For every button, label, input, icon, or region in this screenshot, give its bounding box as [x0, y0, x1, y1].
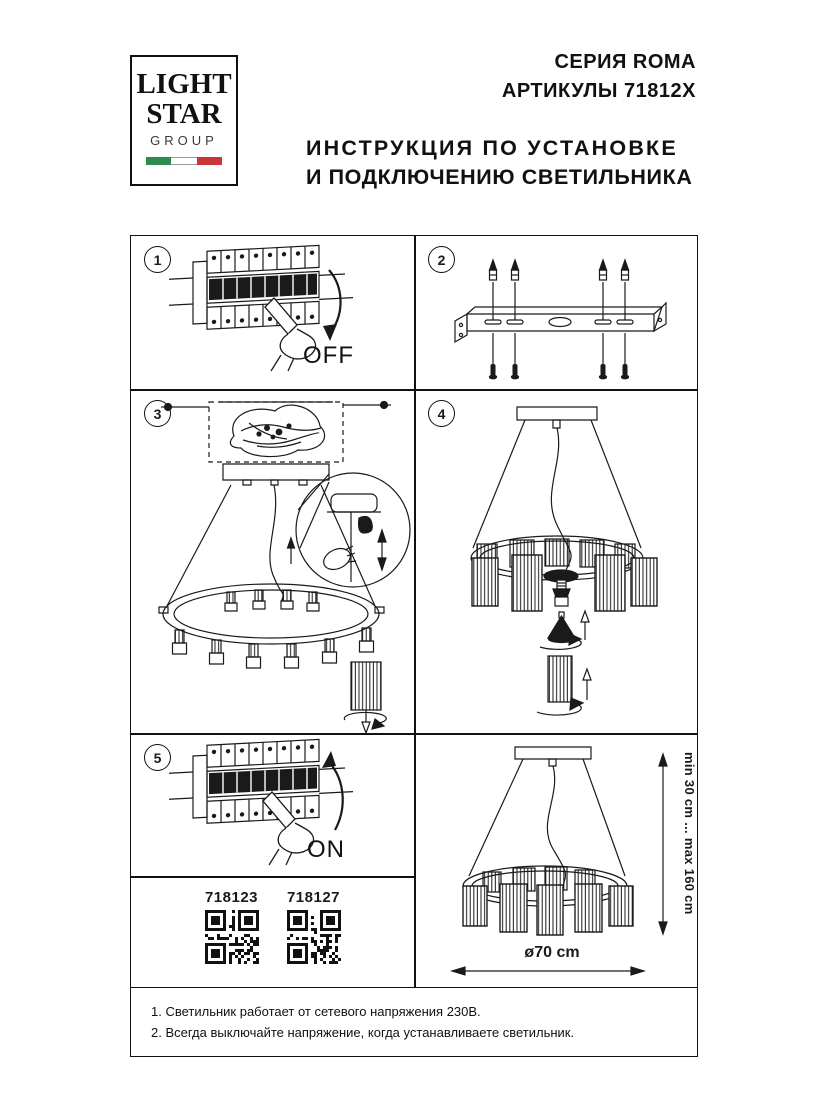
footnote-2: 2. Всегда выключайте напряжение, когда устанавливаете светильник. — [151, 1025, 575, 1040]
screws — [489, 333, 629, 379]
logo-word-star: STAR — [146, 98, 222, 130]
header-right — [306, 48, 696, 106]
chandelier-assembly-illustration — [415, 390, 698, 733]
height-dimension-arrow — [659, 754, 667, 934]
height-range-label: min 30 cm ... max 160 cm — [682, 752, 697, 915]
circuit-breaker-on-illustration — [131, 734, 414, 876]
footnote-1: 1. Светильник работает от сетевого напряжения 230В. — [151, 1004, 481, 1019]
step-5-panel — [131, 734, 414, 876]
instruction-title-line2: И ПОДКЛЮЧЕНИЮ СВЕТИЛЬНИКА — [306, 165, 693, 189]
dimensions-panel — [415, 734, 698, 988]
articles-title: АРТИКУЛЫ 71812X — [501, 80, 696, 102]
flag-green-segment — [146, 157, 171, 165]
qr-code-label-left: 718123 — [204, 889, 259, 906]
italian-flag-icon — [146, 157, 222, 165]
near-sockets — [173, 628, 374, 668]
canopy-wiring-illustration — [131, 390, 414, 733]
anchor-plugs — [490, 260, 629, 320]
qr-item-left — [205, 889, 259, 988]
on-label: ON — [307, 836, 345, 863]
side-screws — [161, 402, 391, 411]
step-5-number: 5 — [144, 744, 171, 771]
wire-bundle — [230, 405, 324, 456]
qr-code-left — [205, 910, 259, 964]
step-3-number: 3 — [144, 400, 171, 427]
circuit-breaker-off-illustration — [131, 236, 414, 389]
lightstar-logo — [130, 55, 238, 186]
step-3-panel — [131, 390, 414, 733]
footnotes-box — [130, 988, 698, 1057]
cable-grip-detail — [296, 473, 410, 587]
instruction-title-line1: ИНСТРУКЦИЯ ПО УСТАНОВКЕ — [306, 136, 678, 160]
steps-grid — [130, 235, 698, 988]
shade-and-arrows — [344, 662, 386, 733]
bulb-and-arrows — [540, 611, 589, 649]
arrow-up-icon — [322, 751, 343, 830]
chandelier-ring — [159, 584, 384, 668]
logo-word-group: GROUP — [150, 133, 218, 148]
far-sockets — [225, 590, 319, 611]
flag-red-segment — [197, 157, 222, 165]
shade-and-arrows — [537, 656, 591, 715]
instruction-title — [306, 134, 696, 192]
off-label: OFF — [303, 342, 354, 369]
arrow-up-small — [288, 538, 295, 564]
qr-code-right — [287, 910, 341, 964]
arrow-up-down-icon — [378, 530, 386, 570]
step-1-number: 1 — [144, 246, 171, 273]
socket-column — [544, 570, 578, 606]
qr-code-label-right: 718127 — [286, 889, 341, 906]
mounting-bracket-illustration — [415, 236, 698, 389]
diameter-label: ø70 cm — [524, 944, 580, 961]
logo-word-light: LIGHT — [136, 68, 232, 100]
step-4-number: 4 — [428, 400, 455, 427]
pointing-hand-icon — [263, 792, 314, 865]
qr-panel — [131, 877, 414, 988]
arrow-down-icon — [323, 270, 341, 341]
series-title: СЕРИЯ ROMA — [554, 51, 696, 73]
step-1-panel — [131, 236, 414, 389]
step-2-panel — [415, 236, 698, 389]
qr-item-right — [287, 889, 341, 988]
diameter-dimension-arrow — [452, 967, 644, 975]
flag-white-segment — [171, 157, 196, 165]
step-4-panel — [415, 390, 698, 733]
step-2-number: 2 — [428, 246, 455, 273]
